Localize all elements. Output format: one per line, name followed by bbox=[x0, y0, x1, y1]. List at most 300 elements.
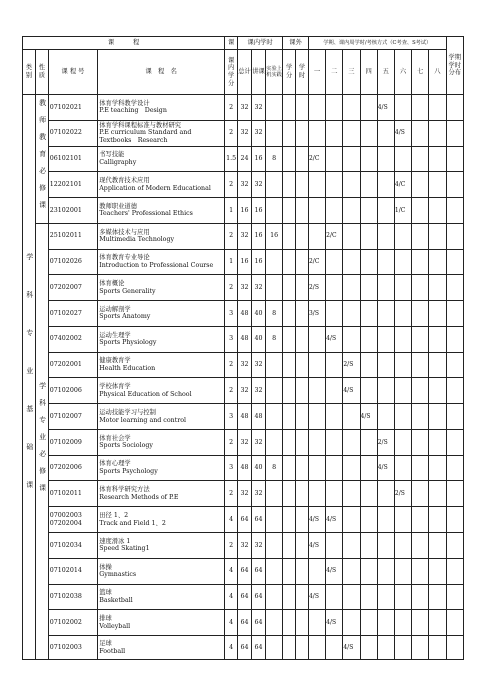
extra-hours bbox=[296, 378, 309, 404]
course-name-en: Speed Skating1 bbox=[99, 545, 150, 553]
extra-credit bbox=[283, 172, 296, 198]
course-total: 32 bbox=[238, 172, 252, 198]
course-code bbox=[48, 198, 97, 224]
semester-cell-2 bbox=[326, 378, 343, 404]
semester-cell-2 bbox=[326, 94, 343, 120]
course-name-cn: 田径 1、2 bbox=[99, 512, 129, 520]
course-code bbox=[48, 223, 97, 249]
extra-hours bbox=[296, 275, 309, 301]
extra-credit bbox=[283, 455, 296, 481]
header-in-class-hours: 课内学时 bbox=[238, 37, 283, 50]
course-name-cn: 现代教育技术应用 bbox=[99, 177, 150, 185]
semester-cell-7 bbox=[412, 223, 429, 249]
semester-cell-8 bbox=[429, 326, 446, 352]
semester-cell-8 bbox=[429, 481, 446, 507]
course-total: 64 bbox=[238, 584, 252, 610]
semester-dist-cell bbox=[446, 378, 463, 404]
course-name bbox=[98, 584, 225, 610]
course-code-text: 07102007 bbox=[49, 412, 82, 420]
course-name-en-2: Textbooks Research bbox=[99, 136, 168, 144]
course-name bbox=[98, 172, 225, 198]
course-code bbox=[48, 558, 97, 584]
course-name-cn: 教师职业道德 bbox=[99, 202, 138, 210]
semester-cell-2: 4/S bbox=[326, 326, 343, 352]
extra-credit bbox=[283, 584, 296, 610]
semester-dist-cell bbox=[446, 172, 463, 198]
header-extra-class: 课外 bbox=[283, 37, 309, 50]
course-name-en: Physical Education of School bbox=[99, 390, 192, 398]
course-lecture: 64 bbox=[252, 507, 266, 533]
semester-cell-2: 2/C bbox=[326, 223, 343, 249]
semester-cell-4 bbox=[360, 636, 377, 660]
extra-hours bbox=[296, 172, 309, 198]
semester-cell-1 bbox=[308, 352, 325, 378]
semester-cell-3 bbox=[343, 198, 360, 224]
course-lab bbox=[265, 249, 282, 275]
course-code bbox=[48, 584, 97, 610]
course-lecture: 32 bbox=[252, 378, 266, 404]
semester-cell-1 bbox=[308, 378, 325, 404]
semester-cell-1 bbox=[308, 198, 325, 224]
course-credit: 2 bbox=[225, 481, 238, 507]
semester-cell-6 bbox=[394, 378, 411, 404]
course-code bbox=[48, 301, 97, 327]
course-name-en: Volleyball bbox=[99, 622, 131, 630]
course-total: 32 bbox=[238, 275, 252, 301]
semester-cell-6 bbox=[394, 275, 411, 301]
course-credit: 4 bbox=[225, 507, 238, 533]
course-name-cn: 足球 bbox=[99, 639, 112, 647]
semester-cell-8 bbox=[429, 275, 446, 301]
course-code-text: 07202007 bbox=[49, 283, 82, 291]
extra-credit bbox=[283, 558, 296, 584]
semester-cell-2 bbox=[326, 352, 343, 378]
course-lab: 8 bbox=[265, 301, 282, 327]
course-credit: 3 bbox=[225, 301, 238, 327]
semester-cell-8 bbox=[429, 146, 446, 172]
course-credit: 4 bbox=[225, 636, 238, 660]
header-semester-dist: 学期学时分布 bbox=[446, 37, 463, 95]
course-name-cn: 体操 bbox=[99, 563, 112, 571]
extra-hours bbox=[296, 429, 309, 455]
course-lecture: 16 bbox=[252, 223, 266, 249]
course-code bbox=[48, 249, 97, 275]
header-study: 学分 bbox=[283, 49, 296, 94]
header-category: 类别 bbox=[23, 49, 36, 94]
course-code-text: 07102014 bbox=[49, 567, 82, 575]
semester-cell-8 bbox=[429, 120, 446, 146]
course-code bbox=[48, 481, 97, 507]
semester-cell-1 bbox=[308, 404, 325, 430]
semester-cell-4 bbox=[360, 507, 377, 533]
sem-label-7: 七 bbox=[412, 49, 429, 94]
semester-cell-3 bbox=[343, 120, 360, 146]
course-name-cn: 体育概论 bbox=[99, 280, 125, 288]
semester-cell-7 bbox=[412, 172, 429, 198]
course-name-cn: 排球 bbox=[99, 615, 112, 623]
course-code-text: 07102022 bbox=[49, 129, 82, 137]
course-name-cn: 体育心理学 bbox=[99, 460, 131, 468]
course-code bbox=[48, 275, 97, 301]
semester-cell-5 bbox=[377, 326, 394, 352]
course-lecture: 32 bbox=[252, 429, 266, 455]
course-lecture: 32 bbox=[252, 275, 266, 301]
table-row bbox=[23, 120, 464, 146]
course-name-en: Football bbox=[99, 647, 126, 655]
semester-cell-8 bbox=[429, 610, 446, 636]
semester-cell-6 bbox=[394, 326, 411, 352]
semester-cell-3 bbox=[343, 481, 360, 507]
semester-cell-2 bbox=[326, 301, 343, 327]
semester-cell-3: 2/S bbox=[343, 352, 360, 378]
table-row bbox=[23, 455, 464, 481]
semester-cell-6 bbox=[394, 429, 411, 455]
course-name-en: Calligraphy bbox=[99, 158, 137, 166]
extra-hours bbox=[296, 610, 309, 636]
header-hours: 学时 bbox=[296, 49, 309, 94]
semester-cell-2: 4/S bbox=[326, 610, 343, 636]
header-course: 课 程 bbox=[23, 37, 225, 50]
header-name: 课 程 名 bbox=[98, 49, 225, 94]
semester-cell-3 bbox=[343, 429, 360, 455]
course-name bbox=[98, 275, 225, 301]
sem-label-5: 五 bbox=[377, 49, 394, 94]
semester-cell-7 bbox=[412, 249, 429, 275]
semester-cell-8 bbox=[429, 301, 446, 327]
extra-credit bbox=[283, 326, 296, 352]
extra-hours bbox=[296, 352, 309, 378]
semester-cell-5 bbox=[377, 301, 394, 327]
course-code-text: 12202101 bbox=[49, 180, 82, 188]
semester-cell-6: 2/S bbox=[394, 481, 411, 507]
course-code-text: 07102026 bbox=[49, 258, 82, 266]
course-lab: 16 bbox=[265, 223, 282, 249]
sem-label-1: 一 bbox=[308, 49, 325, 94]
table-row bbox=[23, 223, 464, 249]
course-total: 32 bbox=[238, 352, 252, 378]
semester-cell-4 bbox=[360, 301, 377, 327]
course-total: 48 bbox=[238, 326, 252, 352]
course-name-en: Sports Physiology bbox=[99, 339, 157, 347]
course-name bbox=[98, 558, 225, 584]
semester-cell-2 bbox=[326, 198, 343, 224]
sem-label-2: 二 bbox=[326, 49, 343, 94]
semester-cell-4 bbox=[360, 172, 377, 198]
category-cell: 学 科 专 业 基 础 课 bbox=[23, 94, 36, 659]
semester-cell-4 bbox=[360, 533, 377, 559]
course-lab bbox=[265, 352, 282, 378]
semester-cell-2 bbox=[326, 404, 343, 430]
semester-cell-5 bbox=[377, 146, 394, 172]
semester-dist-cell bbox=[446, 404, 463, 430]
course-total: 32 bbox=[238, 481, 252, 507]
semester-dist-cell bbox=[446, 249, 463, 275]
semester-cell-4 bbox=[360, 249, 377, 275]
extra-hours bbox=[296, 636, 309, 660]
course-lecture: 16 bbox=[252, 249, 266, 275]
nature-cell-teacher-education: 教师教育必修课 bbox=[35, 94, 48, 223]
semester-cell-1 bbox=[308, 94, 325, 120]
course-total: 16 bbox=[238, 249, 252, 275]
semester-cell-4: 4/S bbox=[360, 404, 377, 430]
semester-cell-3 bbox=[343, 533, 360, 559]
extra-credit bbox=[283, 378, 296, 404]
semester-dist-cell bbox=[446, 481, 463, 507]
extra-credit bbox=[283, 301, 296, 327]
semester-cell-7 bbox=[412, 94, 429, 120]
course-name-en: Sports Psychology bbox=[99, 468, 158, 476]
table-row bbox=[23, 507, 464, 533]
table-row bbox=[23, 172, 464, 198]
semester-dist-cell bbox=[446, 455, 463, 481]
course-name-cn: 体育教育专业导论 bbox=[99, 254, 150, 262]
course-lab bbox=[265, 275, 282, 301]
course-credit: 2 bbox=[225, 378, 238, 404]
semester-cell-7 bbox=[412, 481, 429, 507]
extra-credit bbox=[283, 352, 296, 378]
semester-cell-6 bbox=[394, 507, 411, 533]
semester-cell-5 bbox=[377, 198, 394, 224]
sem-label-6: 六 bbox=[394, 49, 411, 94]
semester-cell-3: 4/S bbox=[343, 636, 360, 660]
extra-hours bbox=[296, 404, 309, 430]
course-name-en: Sports Anatomy bbox=[99, 313, 151, 321]
course-code-text: 07002003 bbox=[49, 512, 82, 520]
table-row bbox=[23, 429, 464, 455]
course-lecture: 48 bbox=[252, 404, 266, 430]
course-name bbox=[98, 455, 225, 481]
header-lab: 实验上机实践 bbox=[265, 49, 282, 94]
semester-dist-cell bbox=[446, 146, 463, 172]
course-name-en: Health Education bbox=[99, 365, 156, 373]
course-code bbox=[48, 94, 97, 120]
semester-cell-5 bbox=[377, 404, 394, 430]
semester-cell-5 bbox=[377, 507, 394, 533]
semester-cell-6: 1/C bbox=[394, 198, 411, 224]
semester-cell-3 bbox=[343, 146, 360, 172]
semester-cell-3 bbox=[343, 584, 360, 610]
semester-cell-7 bbox=[412, 584, 429, 610]
extra-credit bbox=[283, 94, 296, 120]
course-lab bbox=[265, 481, 282, 507]
semester-cell-7 bbox=[412, 533, 429, 559]
course-name-cn: 多媒体技术与应用 bbox=[99, 228, 150, 236]
extra-hours bbox=[296, 326, 309, 352]
semester-cell-1 bbox=[308, 636, 325, 660]
course-name bbox=[98, 94, 225, 120]
course-name bbox=[98, 610, 225, 636]
semester-cell-8 bbox=[429, 404, 446, 430]
course-credit: 2 bbox=[225, 429, 238, 455]
semester-cell-8 bbox=[429, 455, 446, 481]
semester-cell-5 bbox=[377, 481, 394, 507]
course-total: 64 bbox=[238, 507, 252, 533]
table-row bbox=[23, 378, 464, 404]
semester-cell-4 bbox=[360, 352, 377, 378]
semester-cell-6 bbox=[394, 533, 411, 559]
course-lab bbox=[265, 94, 282, 120]
extra-hours bbox=[296, 507, 309, 533]
semester-cell-2 bbox=[326, 455, 343, 481]
extra-hours bbox=[296, 455, 309, 481]
course-name-en: Sports Sociology bbox=[99, 442, 153, 450]
course-code bbox=[48, 172, 97, 198]
semester-cell-2 bbox=[326, 584, 343, 610]
semester-cell-8 bbox=[429, 533, 446, 559]
semester-dist-cell bbox=[446, 94, 463, 120]
semester-cell-3 bbox=[343, 223, 360, 249]
course-name bbox=[98, 507, 225, 533]
course-lecture: 64 bbox=[252, 610, 266, 636]
semester-dist-cell bbox=[446, 584, 463, 610]
header-code: 课 程 号 bbox=[48, 49, 97, 94]
extra-credit bbox=[283, 198, 296, 224]
semester-cell-1 bbox=[308, 429, 325, 455]
course-name-cn: 运动生理学 bbox=[99, 331, 131, 339]
semester-cell-1 bbox=[308, 172, 325, 198]
semester-dist-cell bbox=[446, 223, 463, 249]
extra-credit bbox=[283, 404, 296, 430]
course-credit: 2 bbox=[225, 94, 238, 120]
course-name-cn: 健康教育学 bbox=[99, 357, 131, 365]
semester-cell-6 bbox=[394, 223, 411, 249]
semester-cell-1: 2/C bbox=[308, 146, 325, 172]
course-lab bbox=[265, 120, 282, 146]
course-lecture: 40 bbox=[252, 455, 266, 481]
course-code-text: 07102011 bbox=[49, 490, 82, 498]
course-code-text: 07402002 bbox=[49, 335, 82, 343]
semester-cell-7 bbox=[412, 301, 429, 327]
course-credit: 2 bbox=[225, 533, 238, 559]
course-name bbox=[98, 352, 225, 378]
course-name-en: Track and Field 1、2 bbox=[99, 519, 166, 527]
course-name-en: Introduction to Professional Course bbox=[99, 261, 214, 269]
course-lecture: 40 bbox=[252, 301, 266, 327]
course-code-text: 07202001 bbox=[49, 361, 82, 369]
course-credit: 1.5 bbox=[225, 146, 238, 172]
semester-cell-7 bbox=[412, 198, 429, 224]
semester-cell-7 bbox=[412, 378, 429, 404]
semester-dist-cell bbox=[446, 558, 463, 584]
semester-cell-4 bbox=[360, 481, 377, 507]
extra-credit bbox=[283, 120, 296, 146]
semester-cell-1: 4/S bbox=[308, 507, 325, 533]
course-lab bbox=[265, 198, 282, 224]
semester-cell-4 bbox=[360, 584, 377, 610]
extra-credit bbox=[283, 249, 296, 275]
extra-hours bbox=[296, 198, 309, 224]
course-code-text: 07102006 bbox=[49, 386, 82, 394]
semester-cell-7 bbox=[412, 326, 429, 352]
course-lecture: 32 bbox=[252, 120, 266, 146]
sem-label-8: 八 bbox=[429, 49, 446, 94]
semester-cell-5 bbox=[377, 584, 394, 610]
semester-cell-8 bbox=[429, 223, 446, 249]
semester-cell-1 bbox=[308, 558, 325, 584]
course-lecture: 64 bbox=[252, 584, 266, 610]
table-row bbox=[23, 198, 464, 224]
course-code bbox=[48, 429, 97, 455]
course-lab bbox=[265, 558, 282, 584]
course-code-text: 07102003 bbox=[49, 643, 82, 651]
semester-cell-5: 4/S bbox=[377, 455, 394, 481]
course-name-cn: 运动技能学习与控制 bbox=[99, 408, 156, 416]
course-code-text-2: 07202004 bbox=[49, 519, 82, 527]
semester-cell-2 bbox=[326, 429, 343, 455]
course-code-text: 06102101 bbox=[49, 155, 82, 163]
header-lecture: 讲课 bbox=[252, 49, 266, 94]
course-name bbox=[98, 326, 225, 352]
course-code bbox=[48, 146, 97, 172]
course-lecture: 16 bbox=[252, 146, 266, 172]
course-total: 16 bbox=[238, 198, 252, 224]
table-row bbox=[23, 533, 464, 559]
course-code bbox=[48, 326, 97, 352]
semester-cell-3 bbox=[343, 172, 360, 198]
semester-cell-3 bbox=[343, 558, 360, 584]
semester-cell-5 bbox=[377, 223, 394, 249]
course-total: 32 bbox=[238, 429, 252, 455]
semester-cell-3 bbox=[343, 94, 360, 120]
course-name-en: P.E curriculum Standard and bbox=[99, 129, 192, 137]
semester-cell-1: 3/S bbox=[308, 301, 325, 327]
course-lab bbox=[265, 378, 282, 404]
semester-dist-cell bbox=[446, 198, 463, 224]
course-name-en: Motor learning and control bbox=[99, 416, 187, 424]
semester-cell-7 bbox=[412, 455, 429, 481]
semester-cell-3 bbox=[343, 249, 360, 275]
course-code bbox=[48, 610, 97, 636]
semester-cell-1 bbox=[308, 326, 325, 352]
course-lab bbox=[265, 404, 282, 430]
semester-dist-cell bbox=[446, 507, 463, 533]
course-credit: 4 bbox=[225, 584, 238, 610]
course-lecture: 40 bbox=[252, 326, 266, 352]
course-lecture: 32 bbox=[252, 481, 266, 507]
course-name bbox=[98, 301, 225, 327]
semester-cell-3 bbox=[343, 507, 360, 533]
semester-cell-7 bbox=[412, 507, 429, 533]
table-row bbox=[23, 352, 464, 378]
semester-dist-cell bbox=[446, 120, 463, 146]
course-lecture: 32 bbox=[252, 533, 266, 559]
semester-cell-8 bbox=[429, 429, 446, 455]
semester-cell-8 bbox=[429, 636, 446, 660]
extra-hours bbox=[296, 584, 309, 610]
semester-cell-2: 4/S bbox=[326, 558, 343, 584]
semester-cell-5 bbox=[377, 275, 394, 301]
semester-cell-1: 4/S bbox=[308, 584, 325, 610]
semester-cell-4 bbox=[360, 223, 377, 249]
semester-cell-3 bbox=[343, 275, 360, 301]
semester-cell-4 bbox=[360, 94, 377, 120]
course-lecture: 32 bbox=[252, 172, 266, 198]
semester-cell-2 bbox=[326, 481, 343, 507]
course-lab bbox=[265, 636, 282, 660]
course-name bbox=[98, 378, 225, 404]
course-lab bbox=[265, 172, 282, 198]
course-lab: 8 bbox=[265, 146, 282, 172]
course-name-cn: 体育社会学 bbox=[99, 434, 131, 442]
course-name-cn: 学校体育学 bbox=[99, 383, 131, 391]
semester-cell-2 bbox=[326, 636, 343, 660]
semester-cell-4 bbox=[360, 558, 377, 584]
extra-hours bbox=[296, 533, 309, 559]
course-name-en: Gymnastics bbox=[99, 571, 137, 579]
course-credit: 2 bbox=[225, 223, 238, 249]
course-lecture: 64 bbox=[252, 636, 266, 660]
course-credit: 3 bbox=[225, 404, 238, 430]
